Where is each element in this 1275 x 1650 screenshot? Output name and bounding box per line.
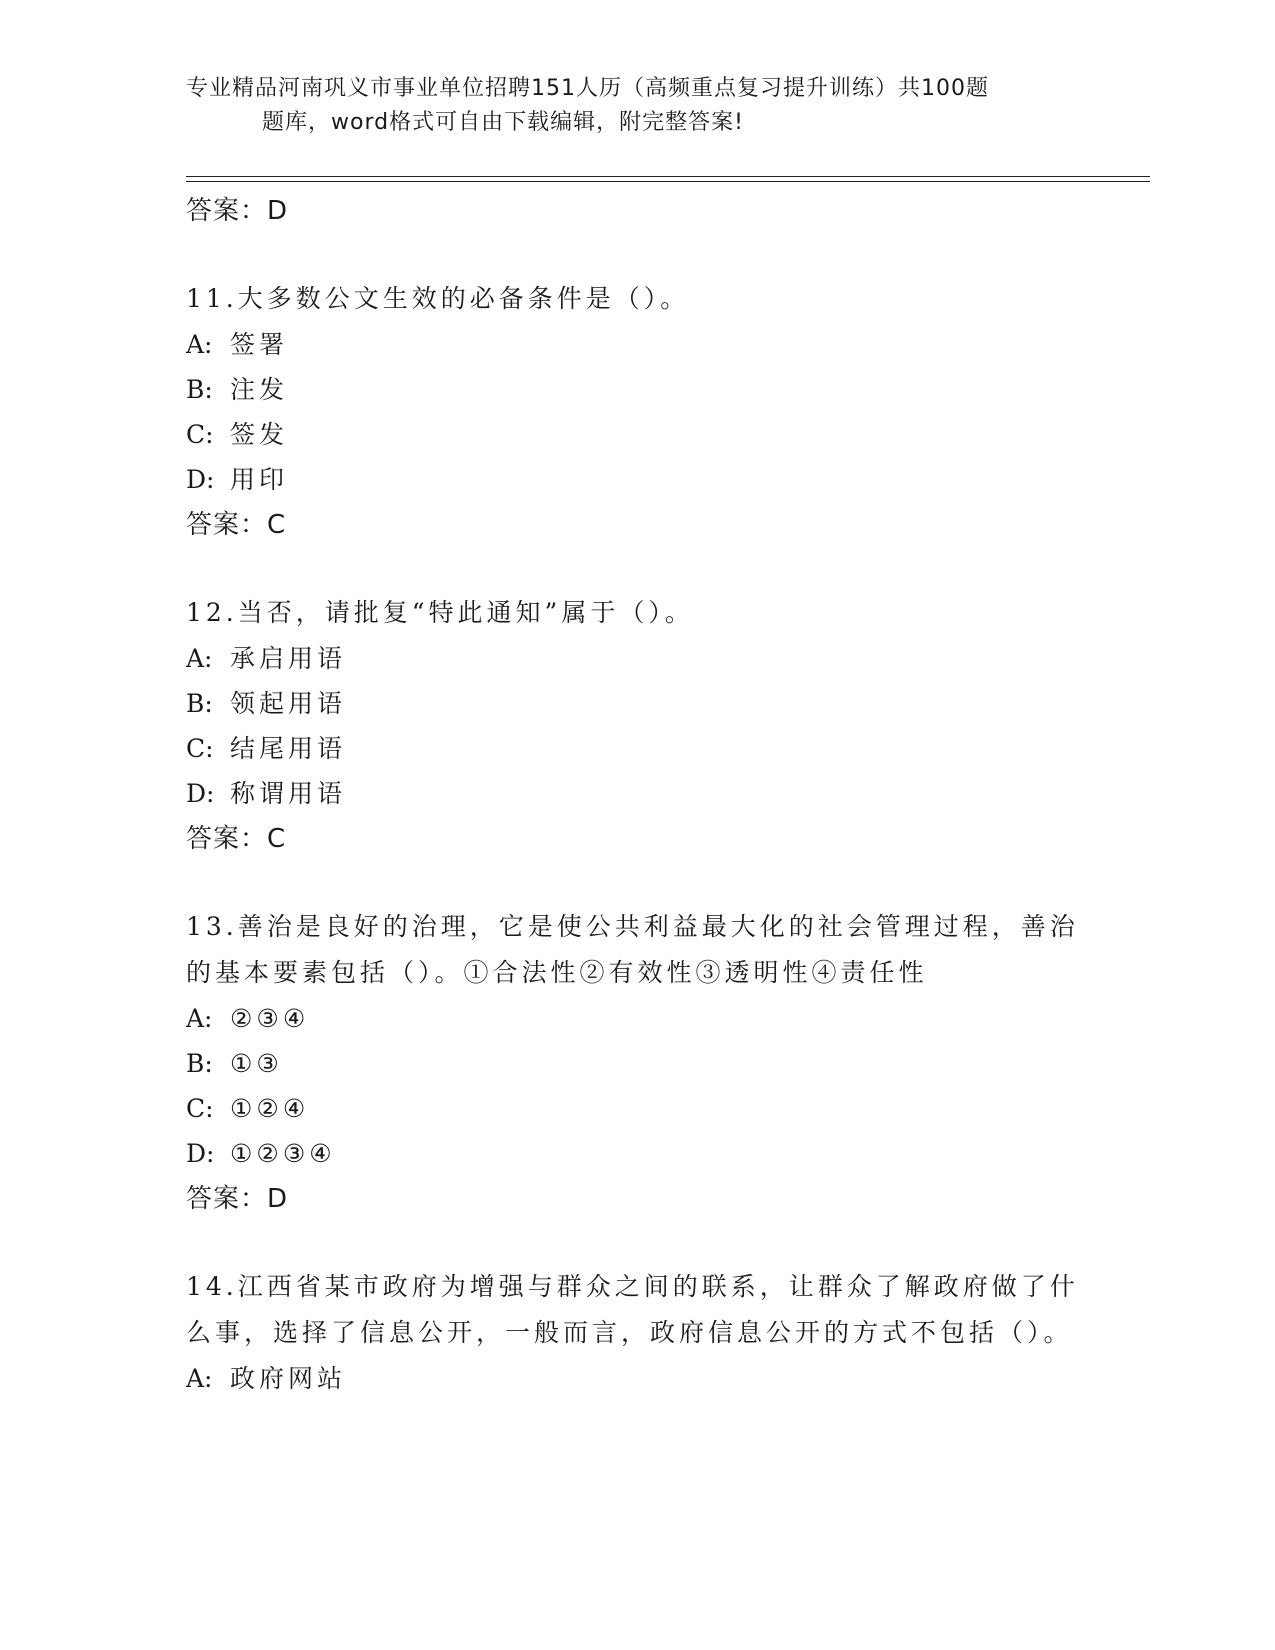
question-14: [186, 1264, 1086, 1401]
option-text: 注发: [230, 375, 289, 404]
option-d: [186, 457, 1086, 502]
answer-13: 答案：D: [186, 1184, 289, 1214]
option-b: [186, 681, 1086, 726]
document-header: [186, 72, 1066, 140]
option-b: [186, 367, 1086, 412]
question-text: 11.大多数公文生效的必备条件是（）。: [186, 284, 690, 313]
question-13: [186, 904, 1086, 1222]
header-divider-top: [186, 176, 1150, 177]
question-text: 12.当否，请批复“特此通知”属于（）。: [186, 598, 694, 627]
option-d: [186, 771, 1086, 816]
option-label: C:: [186, 1094, 214, 1123]
option-label: A:: [186, 644, 213, 673]
answer-10: 答案：D: [186, 196, 289, 226]
option-a: [186, 1356, 1086, 1401]
answer-12: 答案：C: [186, 824, 287, 854]
header-line-1: 专业精品河南巩义市事业单位招聘151人历（高频重点复习提升训练）共100题: [186, 76, 989, 101]
option-label: A:: [186, 330, 213, 359]
option-text: 签发: [230, 420, 289, 449]
header-line-2: 题库，word格式可自由下载编辑，附完整答案!: [262, 110, 744, 135]
question-12: [186, 590, 1086, 862]
option-text: 结尾用语: [230, 734, 347, 763]
option-label: D:: [186, 465, 215, 494]
option-c: [186, 412, 1086, 457]
option-label: A:: [186, 1004, 213, 1033]
option-c: [186, 1086, 1086, 1131]
option-text: ①②④: [230, 1094, 310, 1123]
option-text: 政府网站: [230, 1364, 347, 1393]
option-text: 领起用语: [230, 689, 347, 718]
option-label: B:: [186, 1049, 213, 1078]
option-b: [186, 1041, 1086, 1086]
option-label: D:: [186, 779, 215, 808]
answer-11: 答案：C: [186, 510, 287, 540]
question-11: [186, 276, 1086, 548]
option-text: 承启用语: [230, 644, 347, 673]
option-c: [186, 726, 1086, 771]
option-text: ①②③④: [230, 1139, 336, 1168]
header-divider-bottom: [186, 181, 1150, 182]
option-a: [186, 322, 1086, 367]
option-label: B:: [186, 375, 213, 404]
option-text: ①③: [230, 1049, 283, 1078]
option-text: 签署: [230, 330, 289, 359]
option-d: [186, 1131, 1086, 1176]
option-a: [186, 636, 1086, 681]
question-list: [186, 188, 1086, 1401]
option-text: 用印: [230, 465, 289, 494]
option-label: A:: [186, 1364, 213, 1393]
option-label: C:: [186, 420, 214, 449]
option-a: [186, 996, 1086, 1041]
option-text: 称谓用语: [230, 779, 347, 808]
question-text: 13.善治是良好的治理，它是使公共利益最大化的社会管理过程，善治的基本要素包括（）。①合法性②有效性③透明性④责任性: [186, 912, 1079, 987]
option-text: ②③④: [230, 1004, 310, 1033]
option-label: D:: [186, 1139, 215, 1168]
option-label: B:: [186, 689, 213, 718]
option-label: C:: [186, 734, 214, 763]
question-text: 14.江西省某市政府为增强与群众之间的联系，让群众了解政府做了什么事，选择了信息公开，一般而言，政府信息公开的方式不包括（）。: [186, 1272, 1079, 1347]
